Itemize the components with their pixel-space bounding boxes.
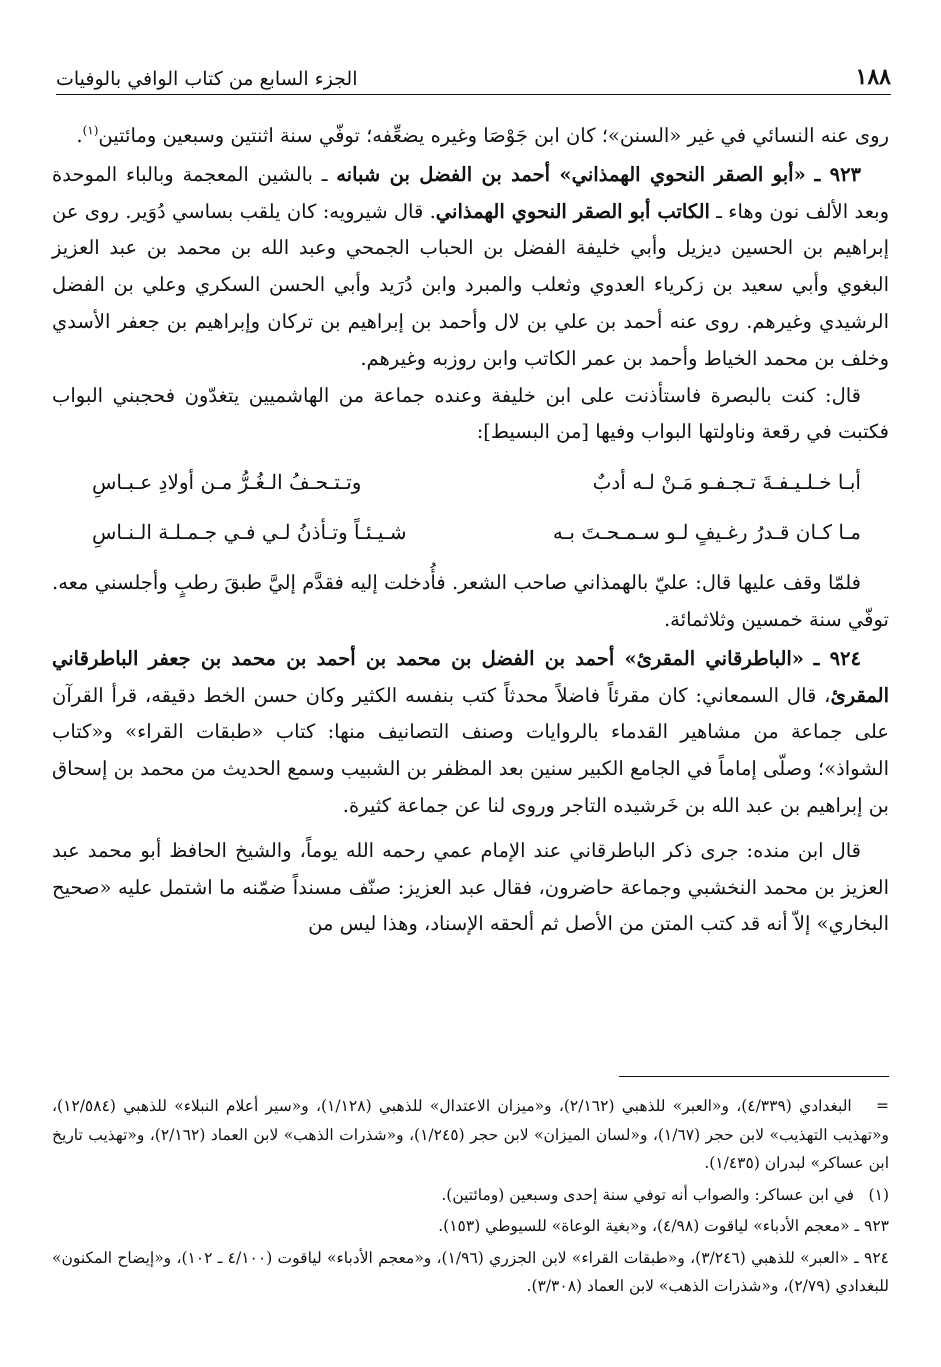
entry-number: ٩٢٤ ـ bbox=[813, 646, 861, 670]
entry-text: ـ بالشين المعجمة وبالباء الموحدة وبعد الألف نون وهاء ـ bbox=[52, 162, 889, 223]
paragraph-qal: قال: كنت بالبصرة فاستأذنت على ابن خليفة وعنده جماعة من الهاشميين يتغدّون فحجبني البواب فكتبت في رقعة وناولتها البواب وفيها [من البسيط]: bbox=[52, 383, 889, 444]
poem-verse bbox=[52, 507, 889, 557]
footnote-text: ـ «معجم الأدباء» لياقوت (٤/٩٨)، و«بغية الوعاة» للسيوطي (١٥٣). bbox=[438, 1217, 860, 1235]
footnote-mark: = bbox=[876, 1097, 890, 1115]
footnote-mark: ٩٢٤ bbox=[864, 1248, 889, 1267]
footnote-continuation bbox=[52, 1092, 889, 1178]
paragraph-falamma: فلمّا وقف عليها قال: عليّ بالهمذاني صاحب الشعر. فأُدخلت إليه فقدَّم إليَّ طبقَ رطبٍ وأجلسني معه. توفّي سنة خمسين وثلاثمائة. bbox=[52, 571, 889, 631]
footnote-924 bbox=[52, 1244, 889, 1301]
poem-verse bbox=[52, 457, 889, 507]
footnote-text: البغدادي (٤/٣٣٩)، و«العبر» للذهبي (٢/١٦٢)، و«ميزان الاعتدال» للذهبي (١/١٢٨)، و«سير أعلام النبلاء» للذهبي (١٢/٥٨٤)، و«تهذيب التهذيب» لابن حجر (١/٦٧)، و«لسان الميزان» لابن حجر (١/٢٤٥)، و«شذرات الذهب» لابن العماد (٢/١٦٢)، و«تهذيب تاريخ ابن عساكر» لبدران (١/٤٣٥). bbox=[52, 1097, 890, 1172]
entry-text: . قال شيرويه: كان يلقب بساسي دُوَير. روى عن إبراهيم بن الحسين ديزيل وأبي خليفة الفضل بن الحباب الجمحي وعبد الله بن محمد بن عبد العزيز البغوي وأبي سعيد بن زكرياء العدوي وثعلب والمبرد وابن دُرَيد وأبي الحسن السكري وعلي بن الفضل الرشيدي وغيرهم. روى عنه أحمد بن علي بن لال وأحمد بن إبراهيم بن تركان وإبراهيم بن جعفر الأسدي وخلف بن محمد الخياط وأحمد بن عمر الكاتب وابن روزبه وغيرهم. bbox=[52, 199, 889, 370]
footnote-ref: (١) bbox=[82, 123, 99, 138]
footnote-text: ـ «العبر» للذهبي (٣/٢٤٦)، و«طبقات القراء» لابن الجزري (١/٩٦)، و«معجم الأدباء» لياقوت (٤/١٠٠ ـ ١٠٢)، و«إيضاح المكنون» للبغدادي (٢/٧٩)، و«شذرات الذهب» لابن العماد (٣/٣٠٨). bbox=[52, 1248, 889, 1295]
footnote-1 bbox=[52, 1181, 889, 1210]
paragraph-text: روى عنه النسائي في غير «السنن»؛ كان ابن جَوْصَا وغيره يضعِّفه؛ توفّي سنة اثنتين وسبعين ومائتين bbox=[98, 124, 889, 147]
running-header bbox=[56, 58, 891, 95]
entry-number: ٩٢٣ ـ bbox=[814, 162, 862, 186]
poem bbox=[52, 457, 889, 557]
footnote-mark: (١) bbox=[868, 1185, 889, 1204]
entry-heading-secondary: الكاتب أبو الصقر النحوي الهمذاني bbox=[435, 199, 710, 223]
verse-second-hemistich: وتـتـحـفُ الـغُـرُّ مـن أولادِ عـبـاسِ bbox=[92, 469, 362, 494]
entry-924 bbox=[52, 641, 889, 825]
verse-second-hemistich: شـيـئـاً وتـأذنُ لـي فـي جـمـلـة الـنـاسِ bbox=[92, 519, 407, 544]
footnote-mark: ٩٢٣ bbox=[864, 1217, 889, 1235]
entry-heading: «أبو الصقر النحوي الهمذاني» أحمد بن الفضل بن شبانه bbox=[336, 162, 806, 186]
footnotes bbox=[52, 1092, 889, 1304]
period: . bbox=[76, 124, 83, 147]
footnote-text: في ابن عساكر: والصواب أنه توفي سنة إحدى وسبعين (ومائتين). bbox=[441, 1185, 855, 1204]
paragraph-continuation bbox=[52, 118, 889, 155]
main-text bbox=[52, 118, 889, 943]
book-title: الجزء السابع من كتاب الوافي بالوفيات bbox=[56, 68, 358, 90]
entry-heading: «الباطرقاني المقرئ» أحمد بن الفضل بن محمد بن أحمد بن محمد بن جعفر الباطرقاني المقرئ bbox=[52, 646, 889, 707]
footnote-923 bbox=[52, 1212, 889, 1241]
verse-first-hemistich: أبـا خـلـيـفـةَ تـجـفـو مَـنْ لـه أدبٌ bbox=[592, 469, 861, 494]
verse-first-hemistich: مـا كـان قـدرُ رغـيفٍ لـو سـمـحـتَ بـه bbox=[552, 519, 861, 544]
page-number: ١٨٨ bbox=[855, 64, 891, 90]
entry-923 bbox=[52, 157, 889, 378]
paragraph-ibn-manda: قال ابن منده: جرى ذكر الباطرقاني عند الإمام عمي رحمه الله يوماً، والشيخ الحافظ أبو محمد عبد العزيز بن محمد النخشبي وجماعة حاضرون، فقال عبد العزيز: صنّف مسنداً ضمّنه ما اشتمل عليه «صحيح البخاري» إلاّ أنه قد كتب المتن من الأصل ثم ألحقه الإسناد، وهذا ليس من bbox=[52, 838, 889, 936]
entry-text: ، قال السمعاني: كان مقرئاً فاضلاً محدثاً كتب بنفسه الكثير وكان حسن الخط دقيقه، قرأ القرآن على جماعة من مشاهير القدماء بالروايات وصنف التصانيف منها: كتاب «طبقات القراء» و«كتاب الشواذ»؛ وصلّى إماماً في الجامع الكبير سنين بعد المظفر بن الشبيب وسمع الحديث من محمد بن إسحاق بن إبراهيم بن عبد الله بن خَرشيده التاجر وروى لنا عن جماعة كثيرة. bbox=[52, 683, 889, 817]
